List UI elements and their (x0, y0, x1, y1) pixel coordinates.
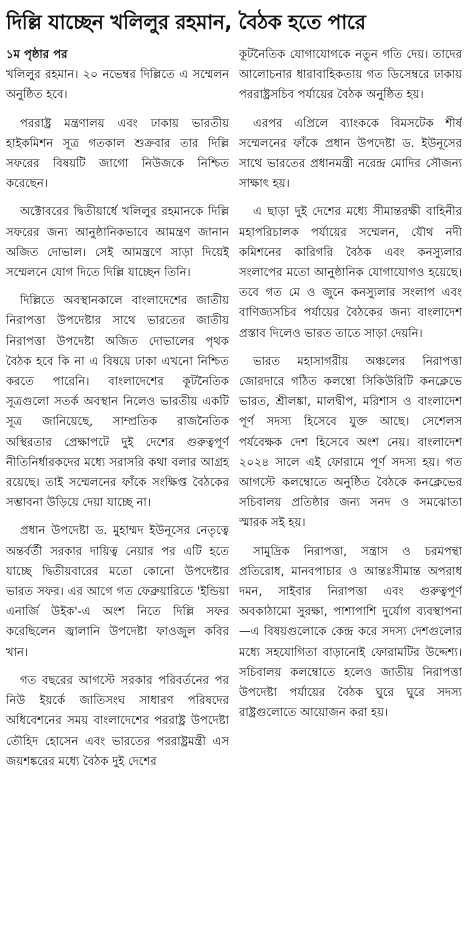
article-paragraph: গত বছরের আগস্টে সরকার পরিবর্তনের পর নিউ ইয়র্কে জাতিসংঘ সাধারণ পরিষদের অধিবেশনের সময় বাংলাদেশের পররাষ্ট্র উপদেষ্টা তৌহিদ হোসেন এবং ভারতের পররাষ্ট্রমন্ত্রী এস জয়শঙ্করের মধ্যে বৈঠক দুই দেশের (6, 672, 229, 768)
article-paragraph: সামুদ্রিক নিরাপত্তা, সন্ত্রাস ও চরমপন্থা প্রতিরোধ, মানবপাচার ও আন্তঃসীমান্ত অপরাধ দমন, সাইবার নিরাপত্তা এবং গুরুত্বপূর্ণ অবকাঠামো সুরক্ষা, পাশাপাশি দুর্যোগ ব্যবস্থাপনা—এ বিষয়গুলোকে কেন্দ্র করে সদস্য দেশগুলোর মধ্যে সহযোগিতা বাড়ানোই ফোরামটির উদ্দেশ্য। সচিবালয় কলম্বোতে হলেও জাতীয় নিরাপত্তা উপদেষ্টা পর্যায়ের বৈঠক ঘুরে ঘুরে সদস্য রাষ্ট্রগুলোতে আয়োজন করা হয়। (239, 543, 462, 720)
article-paragraph: অক্টোবরের দ্বিতীয়ার্ধে খলিলুর রহমানকে দিল্লি সফরের জন্য আনুষ্ঠানিকভাবে আমন্ত্রণ জানান অজিত দোভাল। সেই আমন্ত্রণে সাড়া দিয়েই সম্মেলনে যোগ দিতে দিল্লি যাচ্ছেন তিনি। (6, 204, 229, 280)
article-paragraph: এরপর এপ্রিলে ব্যাংককে বিমসটেক শীর্ষ সম্মেলনের ফাঁকে প্রধান উপদেষ্টা ড. ইউনূসের সাথে ভারতের প্রধানমন্ত্রী নরেন্দ্র মোদির সৌজন্য সাক্ষাৎ হয়। (239, 115, 462, 191)
article-column-left (6, 44, 229, 936)
article-paragraph: প্রধান উপদেষ্টা ড. মুহাম্মদ ইউনূসের নেতৃত্বে অন্তর্বর্তী সরকার দায়িত্ব নেয়ার পর এটি হতে যাচ্ছে দ্বিতীয়বারের মতো কোনো উপদেষ্টার ভারত সফর। এর আগে গত ফেব্রুয়ারিতে 'ইন্ডিয়া এনার্জি উইক'-এ অংশ নিতে দিল্লি সফর করেছিলেন জ্বালানি উপদেষ্টা ফাওজুল কবির খান। (6, 523, 229, 659)
article-paragraph: এ ছাড়া দুই দেশের মধ্যে সীমান্তরক্ষী বাহিনীর মহাপরিচালক পর্যায়ের সম্মেলন, যৌথ নদী কমিশনের কারিগরি বৈঠক এবং কনস্যুলার সংলাপের মতো আনুষ্ঠানিক যোগাযোগও হয়েছে। তবে গত মে ও জুনে কনস্যুলার সংলাপ এবং বাণিজ্যসচিব পর্যায়ের বৈঠকের জন্য বাংলাদেশ প্রস্তাব দিলেও ভারত তাতে সাড়া দেয়নি। (239, 204, 462, 340)
article-paragraph: পররাষ্ট্র মন্ত্রণালয় এবং ঢাকায় ভারতীয় হাইকমিশন সূত্র গতকাল শুক্রবার তার দিল্লি সফরের বিষয়টি জাগো নিউজকে নিশ্চিত করেছেন। (6, 115, 229, 191)
article-headline: দিল্লি যাচ্ছেন খলিলুর রহমান, বৈঠক হতে পারে (6, 10, 366, 34)
article-body (6, 44, 463, 936)
article-paragraph: খলিলুর রহমান। ২০ নভেম্বর দিল্লিতে এ সম্মেলন অনুষ্ঠিত হবে। (6, 67, 229, 102)
continued-from-label: ১ম পৃষ্ঠার পর (6, 47, 68, 61)
article-paragraph: ভারত মহাসাগরীয় অঞ্চলের নিরাপত্তা জোরদারে গঠিত কলম্বো সিকিউরিটি কনক্লেভে ভারত, শ্রীলঙ্কা, মালদ্বীপ, মরিশাস ও বাংলাদেশ পূর্ণ সদস্য হিসেবে যুক্ত আছে। সেশেলস পর্যবেক্ষক দেশ হিসেবে অংশ নেয়। বাংলাদেশ ২০২৪ সালে এই ফোরামে পূর্ণ সদস্য হয়। গত আগস্টে কলম্বোতে অনুষ্ঠিত বৈঠকে কনক্লেভের সচিবালয় প্রতিষ্ঠার জন্য সনদ ও সমঝোতা স্মারক সই হয়। (239, 353, 462, 530)
article-paragraph: কূটনৈতিক যোগাযোগকে নতুন গতি দেয়। তাদের আলোচনার ধারাবাহিকতায় গত ডিসেম্বরে ঢাকায় পররাষ্ট্রসচিব পর্যায়ের বৈঠক অনুষ্ঠিত হয়। (239, 47, 462, 102)
article-column-right (239, 44, 462, 936)
article-paragraph: দিল্লিতে অবস্থানকালে বাংলাদেশের জাতীয় নিরাপত্তা উপদেষ্টার সাথে ভারতের জাতীয় নিরাপত্তা উপদেষ্টা অজিত দোভালের পৃথক বৈঠক হবে কি না এ বিষয়ে ঢাকা এখনো নিশ্চিত করতে পারেনি। বাংলাদেশের কূটনৈতিক সূত্রগুলো সতর্ক অবস্থান নিলেও ভারতীয় একটি সূত্র জানিয়েছে, সাম্প্রতিক রাজনৈতিক অস্থিরতার প্রেক্ষাপটে দুই দেশের গুরুত্বপূর্ণ নীতিনির্ধারকদের মধ্যে সরাসরি কথা বলার আগ্রহ রয়েছে। তাই সম্মেলনের ফাঁকে সংক্ষিপ্ত বৈঠকের সম্ভাবনা উড়িয়ে দেয়া যাচ্ছে না। (6, 293, 229, 510)
